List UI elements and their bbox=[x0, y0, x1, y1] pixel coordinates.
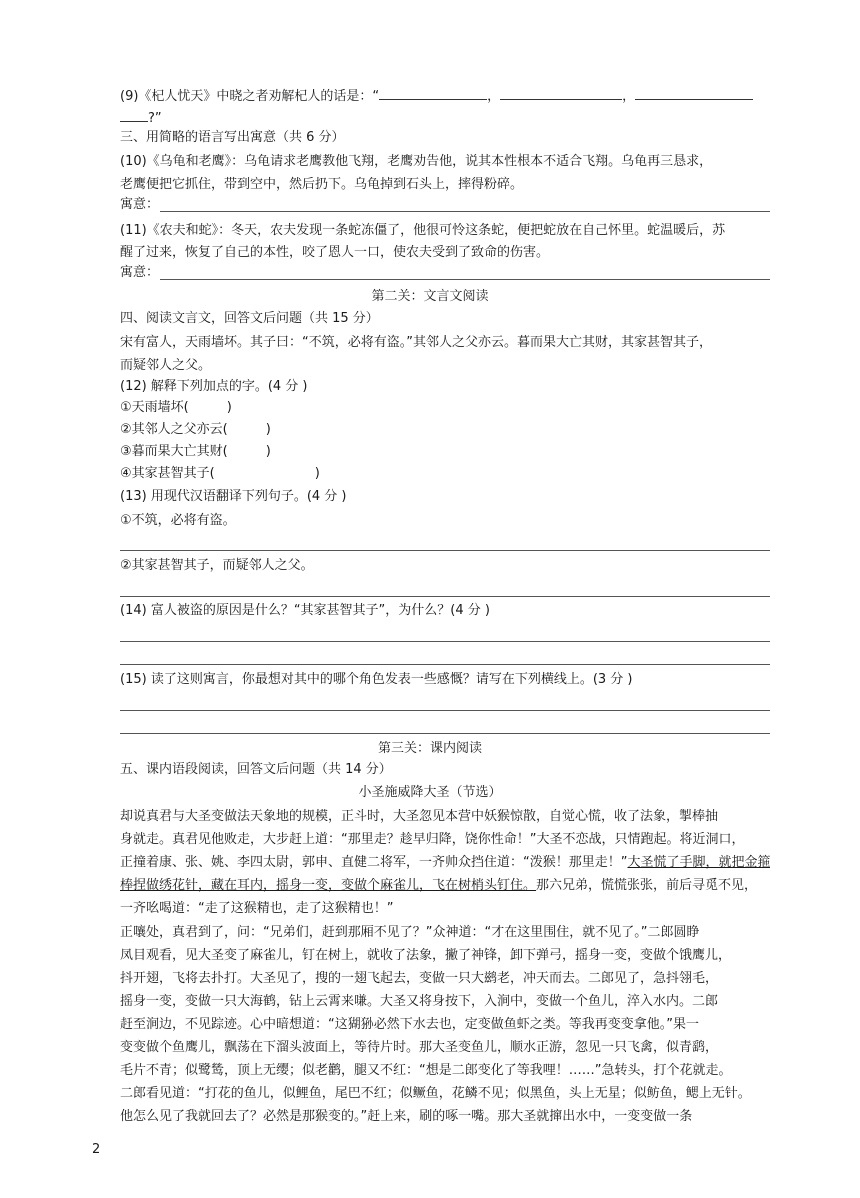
q15-answer-line-1[interactable] bbox=[120, 710, 770, 711]
passage-p2-line-1: 正嚷处，真君到了，问：“兄弟们，赶到那厢不见了？”众神道：“才在这里围住，就不见了。”二郎圆睁 bbox=[120, 925, 700, 940]
passage-p2-line-7: 毛片不青；似鹭鸶，顶上无缨；似老鹳，腿又不红：“想是二郎变化了等我哩！……”急转头，打个花就走。 bbox=[120, 1063, 732, 1078]
q15-answer-line-2[interactable] bbox=[120, 733, 770, 734]
q12-item-4: ④其家甚智其子( ) bbox=[120, 466, 320, 481]
underlined-sentence-start: 大圣慌了手脚，就把金箍 bbox=[627, 855, 770, 870]
passage-p1-line-2: 身就走。真君见他败走，大步赶上道：“那里走？趁早归降，饶你性命！”大圣不恋战，只情跑起。将近洞口， bbox=[120, 832, 745, 847]
classical-line-1: 宋有富人，天雨墙坏。其子曰：“不筑，必将有盗。”其邻人之父亦云。暮而果大亡其财，其家甚智其子， bbox=[120, 335, 712, 350]
q9-blank-1[interactable] bbox=[379, 84, 487, 100]
q14-answer-line-1[interactable] bbox=[120, 641, 770, 642]
q15-title: (15) 读了这则寓言，你最想对其中的哪个角色发表一些感慨？请写在下列横线上。(3 分 ) bbox=[120, 672, 633, 687]
q10-moral-label: 寓意： bbox=[120, 197, 160, 212]
section3-heading: 三、用简略的语言写出寓意（共 6 分） bbox=[120, 130, 345, 145]
q14-answer-line-2[interactable] bbox=[120, 664, 770, 665]
passage-p2-line-5: 赶至涧边，不见踪迹。心中暗想道：“这猢狲必然下水去也，定变做鱼虾之类。等我再变变拿他。”果一 bbox=[120, 1017, 699, 1032]
q11-moral-label: 寓意： bbox=[120, 265, 160, 280]
passage-p1-line-4: 棒捏做绣花针，藏在耳内，摇身一变，变做个麻雀儿，飞在树梢头钉住。那六兄弟，慌慌张张，前后寻觅不见， bbox=[120, 878, 758, 893]
underlined-sentence-end: 棒捏做绣花针，藏在耳内，摇身一变，变做个麻雀儿，飞在树梢头钉住。 bbox=[120, 878, 537, 893]
passage-p2-line-3: 抖开翅，飞将去扑打。大圣见了，搜的一翅飞起去，变做一只大鹚老，冲天而去。二郎见了，急抖翎毛， bbox=[120, 971, 719, 986]
classical-line-2: 而疑邻人之父。 bbox=[120, 358, 212, 373]
passage-p2-line-2: 凤目观看，见大圣变了麻雀儿，钉在树上，就收了法象，撇了神锋，卸下弹弓，摇身一变，变做个饿鹰儿， bbox=[120, 948, 732, 963]
q13-title: (13) 用现代汉语翻译下列句子。(4 分 ) bbox=[120, 489, 347, 504]
section4-heading: 四、阅读文言文，回答文后问题（共 15 分） bbox=[120, 311, 379, 326]
passage-p1-line-3: 正撞着康、张、姚、李四太尉，郭申、直健二将军，一齐帅众挡住道：“泼猴！那里走！”大圣慌了手脚，就把金箍 bbox=[120, 855, 770, 870]
q10-line-1: (10)《乌龟和老鹰》：乌龟请求老鹰教他飞翔，老鹰劝告他，说其本性根本不适合飞翔。乌龟再三恳求， bbox=[120, 154, 713, 169]
q13-answer-line-2[interactable] bbox=[120, 596, 770, 597]
passage-p2-line-6: 变变做个鱼鹰儿，飘荡在下溜头波面上，等待片时。那大圣变鱼儿，顺水正游，忽见一只飞禽，似青鹞， bbox=[120, 1040, 719, 1055]
q14-title: (14) 富人被盗的原因是什么？“其家甚智其子”，为什么？(4 分 ) bbox=[120, 603, 490, 618]
q10-answer-line[interactable] bbox=[160, 211, 770, 212]
passage-p2-line-8: 二郎看见道：“打花的鱼儿，似鲤鱼，尾巴不红；似鳜鱼，花鳞不见；似黑鱼，头上无星；似鲂鱼，鳃上无针。 bbox=[120, 1086, 751, 1101]
section5-heading: 五、课内语段阅读，回答文后问题（共 14 分） bbox=[120, 762, 392, 777]
q9-line: (9)《杞人忧天》中晓之者劝解杞人的话是：“ ， ， bbox=[120, 84, 770, 108]
q12-title: (12) 解释下列加点的字。(4 分 ) bbox=[120, 379, 308, 394]
passage-title: 小圣施威降大圣（节选） bbox=[358, 785, 502, 800]
part3-title: 第三关：课内阅读 bbox=[377, 741, 482, 756]
q12-item-3: ③暮而果大亡其财( ) bbox=[120, 444, 271, 459]
q9-line-2: ?” bbox=[120, 106, 770, 130]
q12-item-1: ①天雨墙坏( ) bbox=[120, 400, 232, 415]
passage-p1-line-1: 却说真君与大圣变做法天象地的规模，正斗时，大圣忽见本营中妖猴惊散，自觉心慌，收了法象，掣棒抽 bbox=[120, 809, 719, 824]
q13-answer-line-1[interactable] bbox=[120, 550, 770, 551]
page-number: 2 bbox=[92, 1142, 101, 1157]
passage-p2-line-4: 摇身一变，变做一只大海鹤，钻上云霄来嗛。大圣又将身按下，入涧中，变做一个鱼儿，淬入水内。二郎 bbox=[120, 994, 719, 1009]
q9-blank-4[interactable] bbox=[120, 106, 148, 122]
q12-item-2: ②其邻人之父亦云( ) bbox=[120, 422, 271, 437]
q9-blank-3[interactable] bbox=[635, 84, 753, 100]
part2-title: 第二关：文言文阅读 bbox=[371, 289, 489, 304]
q13-item-2: ②其家甚智其子，而疑邻人之父。 bbox=[120, 558, 314, 573]
passage-p2-line-9: 他怎么见了我就回去了？必然是那猴变的。”赶上来，刷的啄一嘴。那大圣就撺出水中，一变变做一条 bbox=[120, 1109, 693, 1124]
q11-answer-line[interactable] bbox=[160, 279, 770, 280]
q10-line-2: 老鹰便把它抓住，带到空中，然后扔下。乌龟掉到石头上，摔得粉碎。 bbox=[120, 177, 524, 192]
q11-line-2: 醒了过来，恢复了自己的本性，咬了恩人一口，使农夫受到了致命的伤害。 bbox=[120, 245, 550, 260]
q13-item-1: ①不筑，必将有盗。 bbox=[120, 513, 236, 528]
q9-blank-2[interactable] bbox=[500, 84, 622, 100]
q11-line-1: (11)《农夫和蛇》：冬天，农夫发现一条蛇冻僵了，他很可怜这条蛇，便把蛇放在自己怀里。蛇温暖后，苏 bbox=[120, 223, 726, 238]
passage-p1-line-5: 一齐吆喝道：“走了这猴精也，走了这猴精也！” bbox=[120, 901, 394, 916]
